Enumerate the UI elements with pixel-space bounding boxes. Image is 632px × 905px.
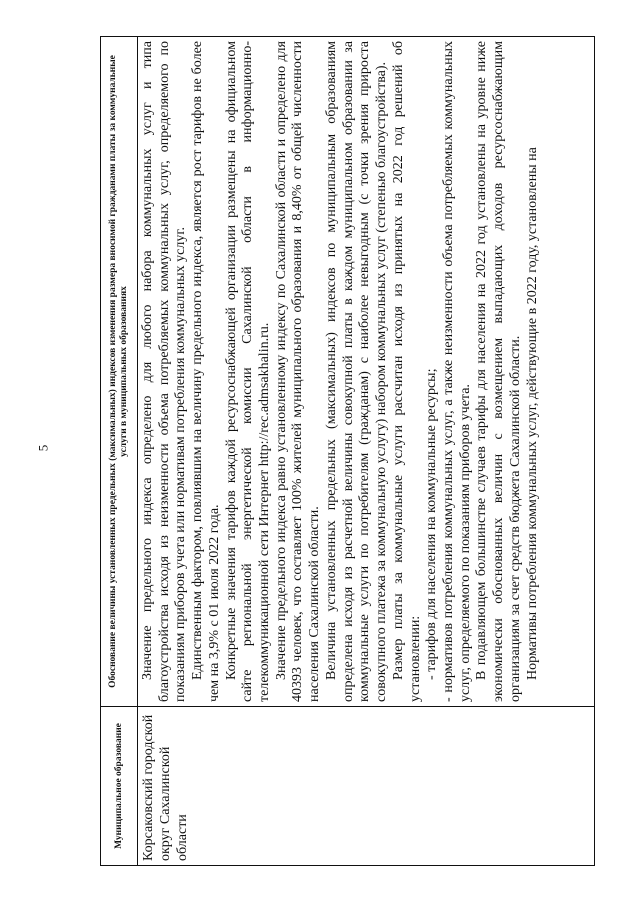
paragraph-2: Единственным фактором, повлиявшим на величину предельного индекса, является рост тарифов не более чем на 3,9% с 01 июля 2022 года. [190, 41, 222, 702]
table-row [138, 37, 595, 866]
rotated-table-container [100, 36, 595, 866]
justification-cell [138, 37, 595, 707]
paragraph-1: Значение предельного индекса определено для любого набора коммунальных услуг и типа благоустройства исходя из неизменности объема потребляемых коммунальных услуг, определяемого по показаниям приборов учета или нормативам потребления коммунальных услуг. [140, 41, 189, 702]
paragraph-5: Величина установленных предельных (максимальных) индексов по муниципальным образованиям определена исходя из расчетной величины совокупной платы в каждом муниципальном образовании за коммунальные услуги по потребителям (гражданам) с наиболее невыгодным (с точки зрения прироста совокупного платежа за коммунальную услугу) набором коммунальных услуг (степенью благоустройства). [323, 41, 390, 702]
list-item-norms: - нормативов потребления коммунальных услуг, а также неизменности объема потребляемых коммунальных услуг, определяемого по показаниям приборов учета. [440, 41, 473, 702]
table-header-row [101, 37, 138, 866]
header-justification: Обоснование величины установленных предельных (максимальных) индексов изменения размера вносимой гражданами платы за коммунальные услуги в муниципальных образованиях [101, 37, 138, 707]
paragraph-6: Размер платы за коммунальные услуги рассчитан исходя из принятых на 2022 год решений об установлении: [390, 41, 423, 702]
paragraph-10: Нормативы потребления коммунальных услуг, действующие в 2022 году, установлены на [524, 147, 540, 680]
list-item-tariffs: - тарифов для населения на коммунальные ресурсы; [424, 368, 440, 680]
page-number: 5 [35, 444, 51, 452]
header-municipality: Муниципальное образование [101, 707, 138, 866]
paragraph-3: Конкретные значения тарифов каждой ресурсоснабжающей организации размещены на официальном сайте региональной энергетической комиссии Сахалинской области в информационно-телекоммуникационной сети Интернет http://rec.admsakhalin.ru. [223, 41, 273, 702]
municipality-cell: Корсаковский городской округ Сахалинской области [138, 707, 595, 866]
paragraph-4: Значение предельного индекса равно установленному индексу по Сахалинской области и определено для 40393 человек, что составляет 100% жителей муниципального образования и 8,40% от общей численности населения Сахалинской области. [273, 41, 323, 702]
paragraph-9: В подавляющем большинстве случаев тарифы для населения на 2022 год установлены на уровне ниже экономически обоснованных величин с возмещением выпадающих доходов ресурсоснабжающим организациям за счет средств бюджета Сахалинской области. [474, 41, 523, 702]
justification-table [100, 36, 595, 866]
